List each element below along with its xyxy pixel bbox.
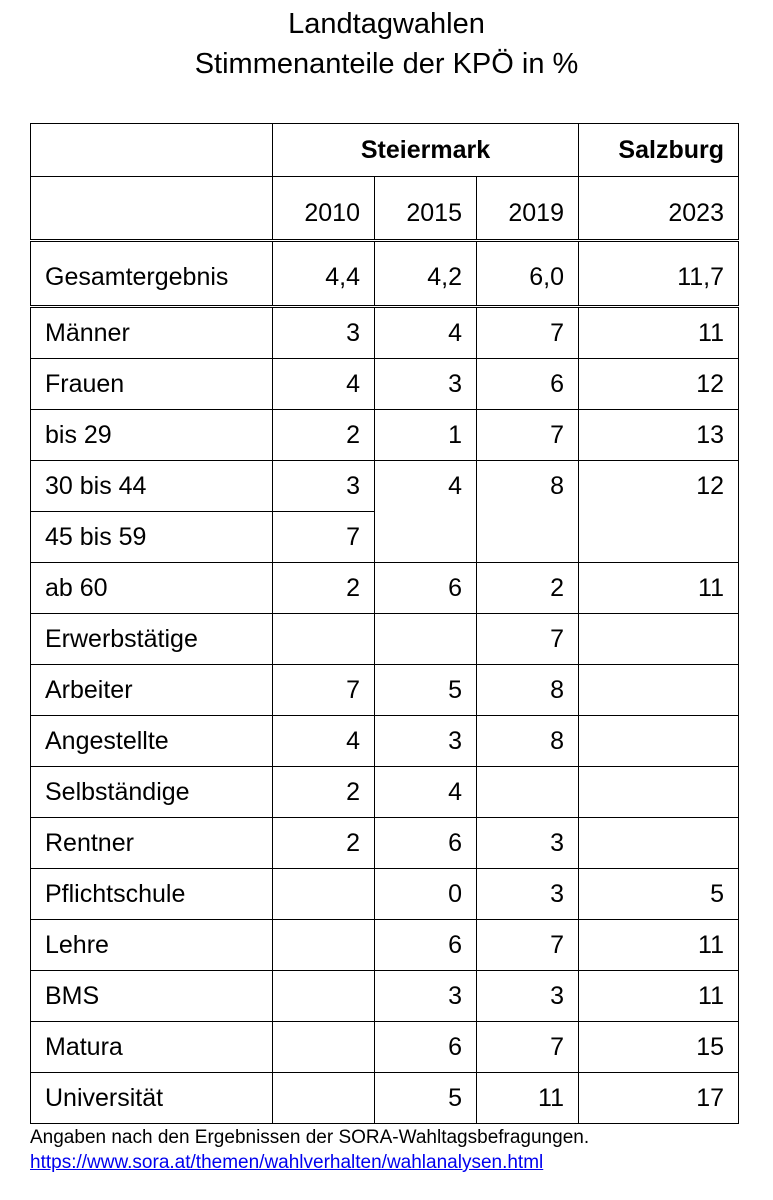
results-table bbox=[30, 123, 739, 1124]
row-label: Erwerbstätige bbox=[31, 614, 273, 665]
source-note: Angaben nach den Ergebnissen der SORA-Wahltagsbefragungen. bbox=[30, 1127, 590, 1148]
table-cell: 8 bbox=[477, 461, 579, 512]
year-header: 2023 bbox=[579, 177, 739, 241]
table-cell bbox=[273, 869, 375, 920]
table-cell: 2 bbox=[273, 767, 375, 818]
table-row bbox=[31, 563, 739, 614]
table-cell: 11 bbox=[579, 971, 739, 1022]
table-cell bbox=[477, 767, 579, 818]
table-cell: 2 bbox=[273, 563, 375, 614]
header-row-years bbox=[31, 177, 739, 241]
year-header: 2010 bbox=[273, 177, 375, 241]
row-label: 30 bis 44 bbox=[31, 461, 273, 512]
title-line-2: Stimmenanteile der KPÖ in % bbox=[194, 48, 579, 80]
table-row bbox=[31, 818, 739, 869]
table-row bbox=[31, 767, 739, 818]
table-cell: 12 bbox=[579, 359, 739, 410]
page-title bbox=[0, 4, 773, 84]
year-header: 2015 bbox=[375, 177, 477, 241]
row-label: Angestellte bbox=[31, 716, 273, 767]
group-salzburg: Salzburg bbox=[579, 124, 739, 177]
table-row bbox=[31, 307, 739, 359]
table-cell: 5 bbox=[375, 665, 477, 716]
table-cell: 2 bbox=[273, 410, 375, 461]
row-label: ab 60 bbox=[31, 563, 273, 614]
table-cell: 13 bbox=[579, 410, 739, 461]
row-label: 45 bis 59 bbox=[31, 512, 273, 563]
row-label: Rentner bbox=[31, 818, 273, 869]
table-cell: 5 bbox=[579, 869, 739, 920]
table-cell bbox=[273, 1022, 375, 1073]
table-cell bbox=[579, 818, 739, 869]
row-label: Männer bbox=[31, 307, 273, 359]
row-label: Lehre bbox=[31, 920, 273, 971]
table-cell: 0 bbox=[375, 869, 477, 920]
source-link[interactable]: https://www.sora.at/themen/wahlverhalten/wahlanalysen.html bbox=[30, 1152, 544, 1173]
table-cell: 3 bbox=[375, 971, 477, 1022]
table-cell: 7 bbox=[273, 512, 375, 563]
title-line-1: Landtagwahlen bbox=[288, 8, 485, 40]
table-cell: 7 bbox=[477, 410, 579, 461]
table-cell bbox=[375, 614, 477, 665]
table-cell: 6 bbox=[375, 818, 477, 869]
table-cell: 11 bbox=[579, 307, 739, 359]
header-row-groups bbox=[31, 124, 739, 177]
row-label: BMS bbox=[31, 971, 273, 1022]
table-cell: 3 bbox=[477, 818, 579, 869]
table-cell: 17 bbox=[579, 1073, 739, 1124]
table-row bbox=[31, 461, 739, 512]
table-row bbox=[31, 869, 739, 920]
table-cell: 15 bbox=[579, 1022, 739, 1073]
table-cell: 6,0 bbox=[477, 241, 579, 307]
table-cell: 7 bbox=[477, 920, 579, 971]
table-row bbox=[31, 716, 739, 767]
table-cell: 5 bbox=[375, 1073, 477, 1124]
year-header: 2019 bbox=[477, 177, 579, 241]
table-cell: 3 bbox=[273, 307, 375, 359]
table-cell: 11,7 bbox=[579, 241, 739, 307]
table-cell: 8 bbox=[477, 665, 579, 716]
total-row bbox=[31, 241, 739, 307]
row-label: bis 29 bbox=[31, 410, 273, 461]
table-row bbox=[31, 359, 739, 410]
row-label: Matura bbox=[31, 1022, 273, 1073]
row-label: Gesamtergebnis bbox=[31, 241, 273, 307]
table-cell bbox=[579, 665, 739, 716]
row-label: Frauen bbox=[31, 359, 273, 410]
table-row bbox=[31, 614, 739, 665]
table-row bbox=[31, 665, 739, 716]
table-cell: 7 bbox=[477, 614, 579, 665]
row-label: Selbständige bbox=[31, 767, 273, 818]
table-cell: 2 bbox=[477, 563, 579, 614]
table-cell: 11 bbox=[579, 563, 739, 614]
table-row bbox=[31, 410, 739, 461]
table-cell: 11 bbox=[477, 1073, 579, 1124]
row-label: Universität bbox=[31, 1073, 273, 1124]
table-cell bbox=[273, 920, 375, 971]
table-cell: 4 bbox=[375, 307, 477, 359]
table-cell: 3 bbox=[375, 359, 477, 410]
table-cell: 11 bbox=[579, 920, 739, 971]
table-row bbox=[31, 1022, 739, 1073]
table-cell: 4 bbox=[375, 461, 477, 512]
table-cell: 3 bbox=[477, 869, 579, 920]
table-cell: 6 bbox=[375, 563, 477, 614]
table-cell: 12 bbox=[579, 461, 739, 512]
table-cell bbox=[579, 614, 739, 665]
table-cell: 4 bbox=[375, 767, 477, 818]
group-steiermark: Steiermark bbox=[273, 124, 579, 177]
table-cell: 4 bbox=[273, 359, 375, 410]
table-cell: 1 bbox=[375, 410, 477, 461]
table-cell bbox=[579, 716, 739, 767]
table-cell: 3 bbox=[375, 716, 477, 767]
table-cell: 4,2 bbox=[375, 241, 477, 307]
table-cell: 7 bbox=[273, 665, 375, 716]
table-cell: 4 bbox=[273, 716, 375, 767]
table-row bbox=[31, 512, 739, 563]
table-cell: 7 bbox=[477, 1022, 579, 1073]
table-cell bbox=[375, 512, 477, 563]
table-cell bbox=[273, 614, 375, 665]
table-cell: 3 bbox=[273, 461, 375, 512]
table-row bbox=[31, 1073, 739, 1124]
table-cell: 7 bbox=[477, 307, 579, 359]
row-label: Arbeiter bbox=[31, 665, 273, 716]
table-cell: 6 bbox=[477, 359, 579, 410]
table-row bbox=[31, 971, 739, 1022]
table-cell bbox=[273, 1073, 375, 1124]
footer bbox=[30, 1125, 589, 1175]
table-cell: 6 bbox=[375, 1022, 477, 1073]
table-cell bbox=[579, 512, 739, 563]
table-cell: 8 bbox=[477, 716, 579, 767]
table-cell bbox=[477, 512, 579, 563]
header-corner-years bbox=[31, 177, 273, 241]
row-label: Pflichtschule bbox=[31, 869, 273, 920]
table-cell: 4,4 bbox=[273, 241, 375, 307]
table-cell bbox=[579, 767, 739, 818]
table-cell: 2 bbox=[273, 818, 375, 869]
header-corner bbox=[31, 124, 273, 177]
table-cell: 3 bbox=[477, 971, 579, 1022]
table-row bbox=[31, 920, 739, 971]
table-cell: 6 bbox=[375, 920, 477, 971]
table-cell bbox=[273, 971, 375, 1022]
